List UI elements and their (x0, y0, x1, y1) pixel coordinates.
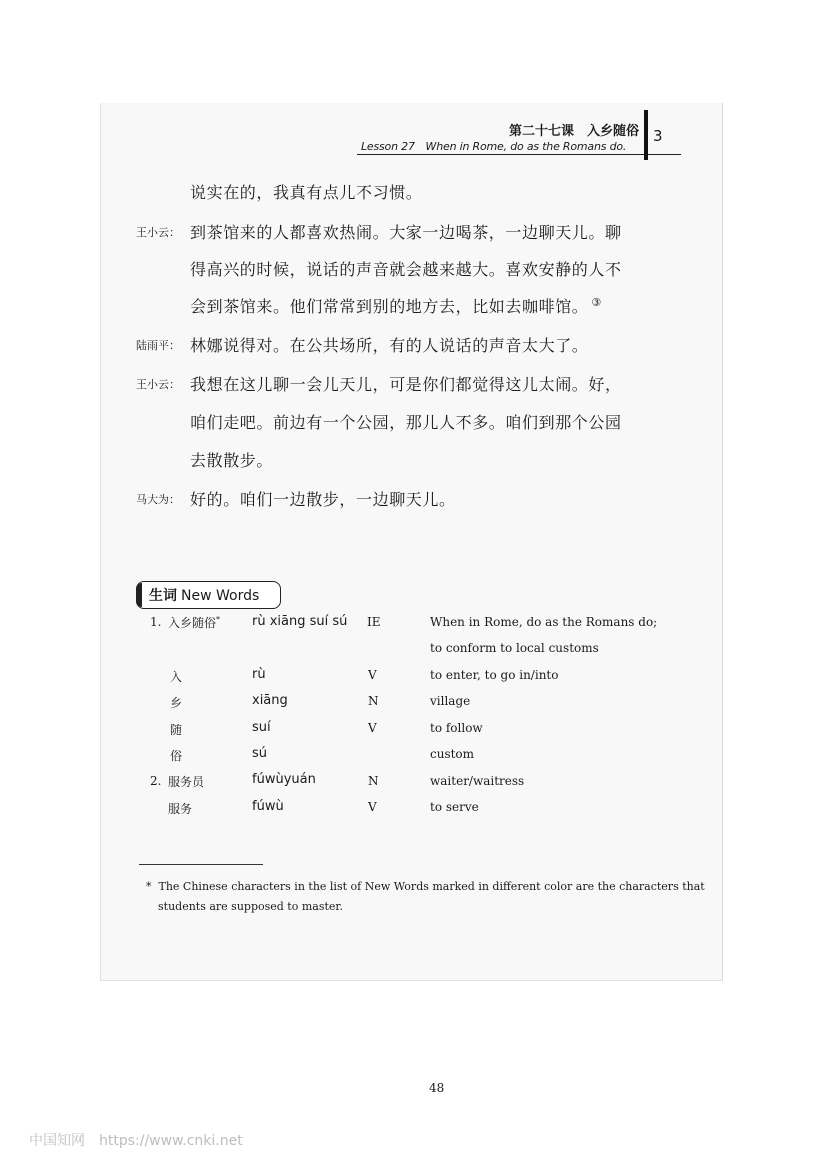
vocab-pinyin: suí (252, 720, 271, 735)
vocab-number: 1. (150, 615, 162, 629)
speaker-label: 王小云： (136, 378, 180, 391)
vocab-definition: village (430, 694, 471, 708)
vocab-pinyin: xiāng (252, 693, 288, 708)
vocab-definition: custom (430, 747, 475, 761)
dialogue-line: 咱们走吧。前边有一个公园，那儿人不多。咱们到那个公园 (190, 413, 622, 432)
footnote-text: * The Chinese characters in the list of New Words marked in different color are the characters that (146, 880, 705, 893)
dialogue-line: 会到茶馆来。他们常常到别的地方去，比如去咖啡馆。 ③ (190, 295, 602, 316)
vocab-word: 乡 (170, 696, 183, 710)
lesson-title-english: Lesson 27 When in Rome, do as the Romans do. (361, 140, 627, 153)
vocab-definition: When in Rome, do as the Romans do; (430, 615, 658, 629)
vocab-pinyin: fúwùyuán (252, 772, 316, 787)
header-bar (644, 110, 648, 160)
vocab-pos: IE (367, 615, 381, 629)
vocab-word: 俗 (170, 749, 183, 763)
vocab-definition: to enter, to go in/into (430, 668, 559, 682)
header-rule (357, 154, 681, 155)
lesson-title-chinese: 第二十七课 入乡随俗 (509, 124, 640, 139)
vocab-word: 服务 (168, 802, 193, 816)
footnote-rule (139, 864, 263, 865)
vocab-pos: N (368, 694, 379, 708)
dialogue-line: 说实在的，我真有点儿不习惯。 (190, 183, 423, 202)
page-number: 48 (429, 1081, 445, 1095)
vocab-word: 服务员 (168, 775, 205, 789)
vocab-pos: N (368, 774, 379, 788)
vocab-pos: V (368, 800, 377, 814)
new-words-heading: 生词 New Words (149, 588, 260, 604)
speaker-label: 马大为： (136, 493, 180, 506)
speaker-label: 陆雨平： (136, 339, 180, 352)
unit-number: 3 (653, 127, 663, 145)
vocab-pinyin: rù xiāng suí sú (252, 614, 348, 629)
vocab-word: 入 (170, 670, 183, 684)
vocab-word: 入乡随俗* (168, 615, 221, 630)
vocab-pinyin: sú (252, 746, 268, 761)
watermark: 中国知网 https://www.cnki.net (29, 1133, 243, 1149)
dialogue-line: 好的。咱们一边散步，一边聊天儿。 (190, 490, 456, 509)
dialogue-line: 我想在这儿聊一会儿天儿，可是你们都觉得这儿太闹。好， (190, 375, 622, 394)
vocab-definition: to follow (430, 721, 483, 735)
dialogue-line: 林娜说得对。在公共场所，有的人说话的声音太大了。 (190, 336, 589, 355)
vocab-pinyin: fúwù (252, 799, 284, 814)
vocab-definition: to serve (430, 800, 479, 814)
vocab-word: 随 (170, 723, 183, 737)
speaker-label: 王小云： (136, 226, 180, 239)
footnote-text: students are supposed to master. (158, 900, 343, 913)
vocab-number: 2. (150, 774, 162, 788)
dialogue-line: 得高兴的时候，说话的声音就会越来越大。喜欢安静的人不 (190, 260, 622, 279)
dialogue-line: 到茶馆来的人都喜欢热闹。大家一边喝茶，一边聊天儿。聊 (190, 223, 622, 242)
vocab-pos: V (368, 668, 377, 682)
dialogue-line: 去散散步。 (190, 451, 274, 470)
new-words-heading-tab (136, 583, 142, 607)
footnote-marker: ③ (591, 295, 602, 309)
vocab-pinyin: rù (252, 667, 266, 682)
vocab-definition: to conform to local customs (430, 641, 599, 655)
vocab-definition: waiter/waitress (430, 774, 525, 788)
vocab-pos: V (368, 721, 377, 735)
